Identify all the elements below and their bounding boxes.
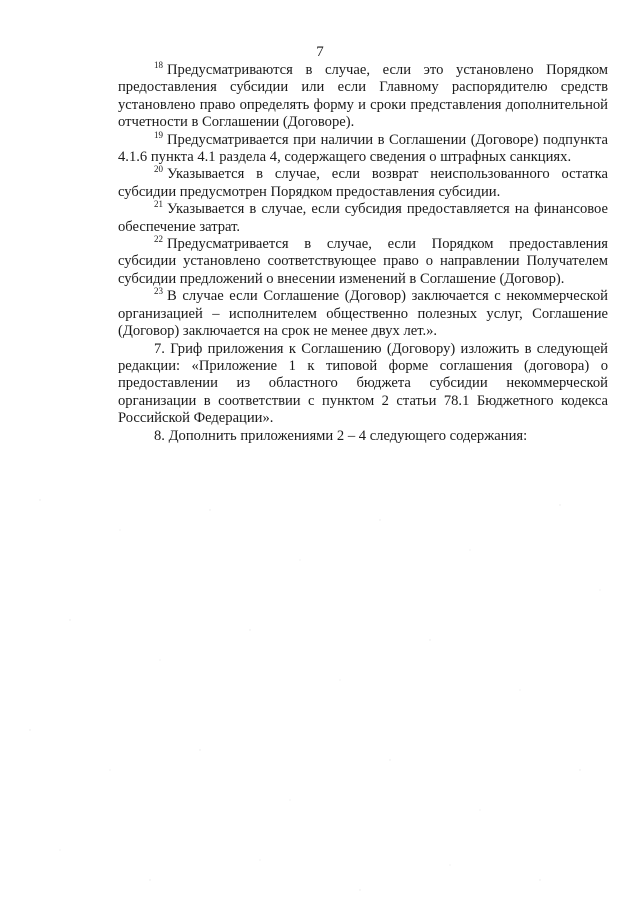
footnote-text: Указывается в случае, если субсидия предоставляется на финансовое обеспечение затрат.	[118, 201, 608, 235]
footnote-mark: 21	[154, 199, 163, 210]
footnote-22	[118, 236, 608, 288]
footnote-text: Предусматривается в случае, если Порядком предоставления субсидии установлено соответствующее право о направлении Получателем субсидии предложений о внесении изменений в Соглашение (Договор).	[118, 236, 608, 287]
footnote-mark: 22	[154, 234, 163, 245]
item-7: 7. Гриф приложения к Соглашению (Договору) изложить в следующей редакции: «Приложение 1 к типовой форме соглашения (договора) о предоставлении из областного бюджета субсидии некоммерческой организации в соответствии с пунктом 2 статьи 78.1 Бюджетного кодекса Российской Федерации».	[118, 340, 608, 427]
footnote-18	[118, 62, 608, 132]
page-number: 7	[316, 44, 324, 60]
footnote-mark: 20	[154, 164, 163, 175]
footnote-text: Предусматриваются в случае, если это установлено Порядком предоставления субсидии или если Главному распорядителю средств установлено право определять форму и сроки представления дополнительной отчетности в Соглашении (Договоре).	[118, 62, 608, 131]
footnote-text: Предусматривается при наличии в Соглашении (Договоре) подпункта 4.1.6 пункта 4.1 раздела 4, содержащего сведения о штрафных санкциях.	[118, 131, 608, 166]
footnote-19	[118, 129, 608, 167]
footnote-mark: 19	[154, 129, 163, 140]
footnote-mark: 23	[154, 286, 163, 297]
scan-texture	[0, 470, 640, 905]
footnote-20	[118, 166, 608, 201]
footnote-mark: 18	[154, 60, 163, 70]
footnote-text: В случае если Соглашение (Договор) заключается с некоммерческой организацией – исполнителем общественно полезных услуг, Соглашение (Договор) заключается на срок не менее двух лет.».	[118, 288, 608, 340]
footnote-text: Указывается в случае, если возврат неиспользованного остатка субсидии предусмотрен Порядком предоставления субсидии.	[118, 166, 608, 200]
footnote-21	[118, 201, 608, 236]
footnote-23	[118, 288, 608, 340]
item-8: 8. Дополнить приложениями 2 – 4 следующего содержания:	[154, 427, 528, 444]
document-body	[118, 62, 608, 445]
